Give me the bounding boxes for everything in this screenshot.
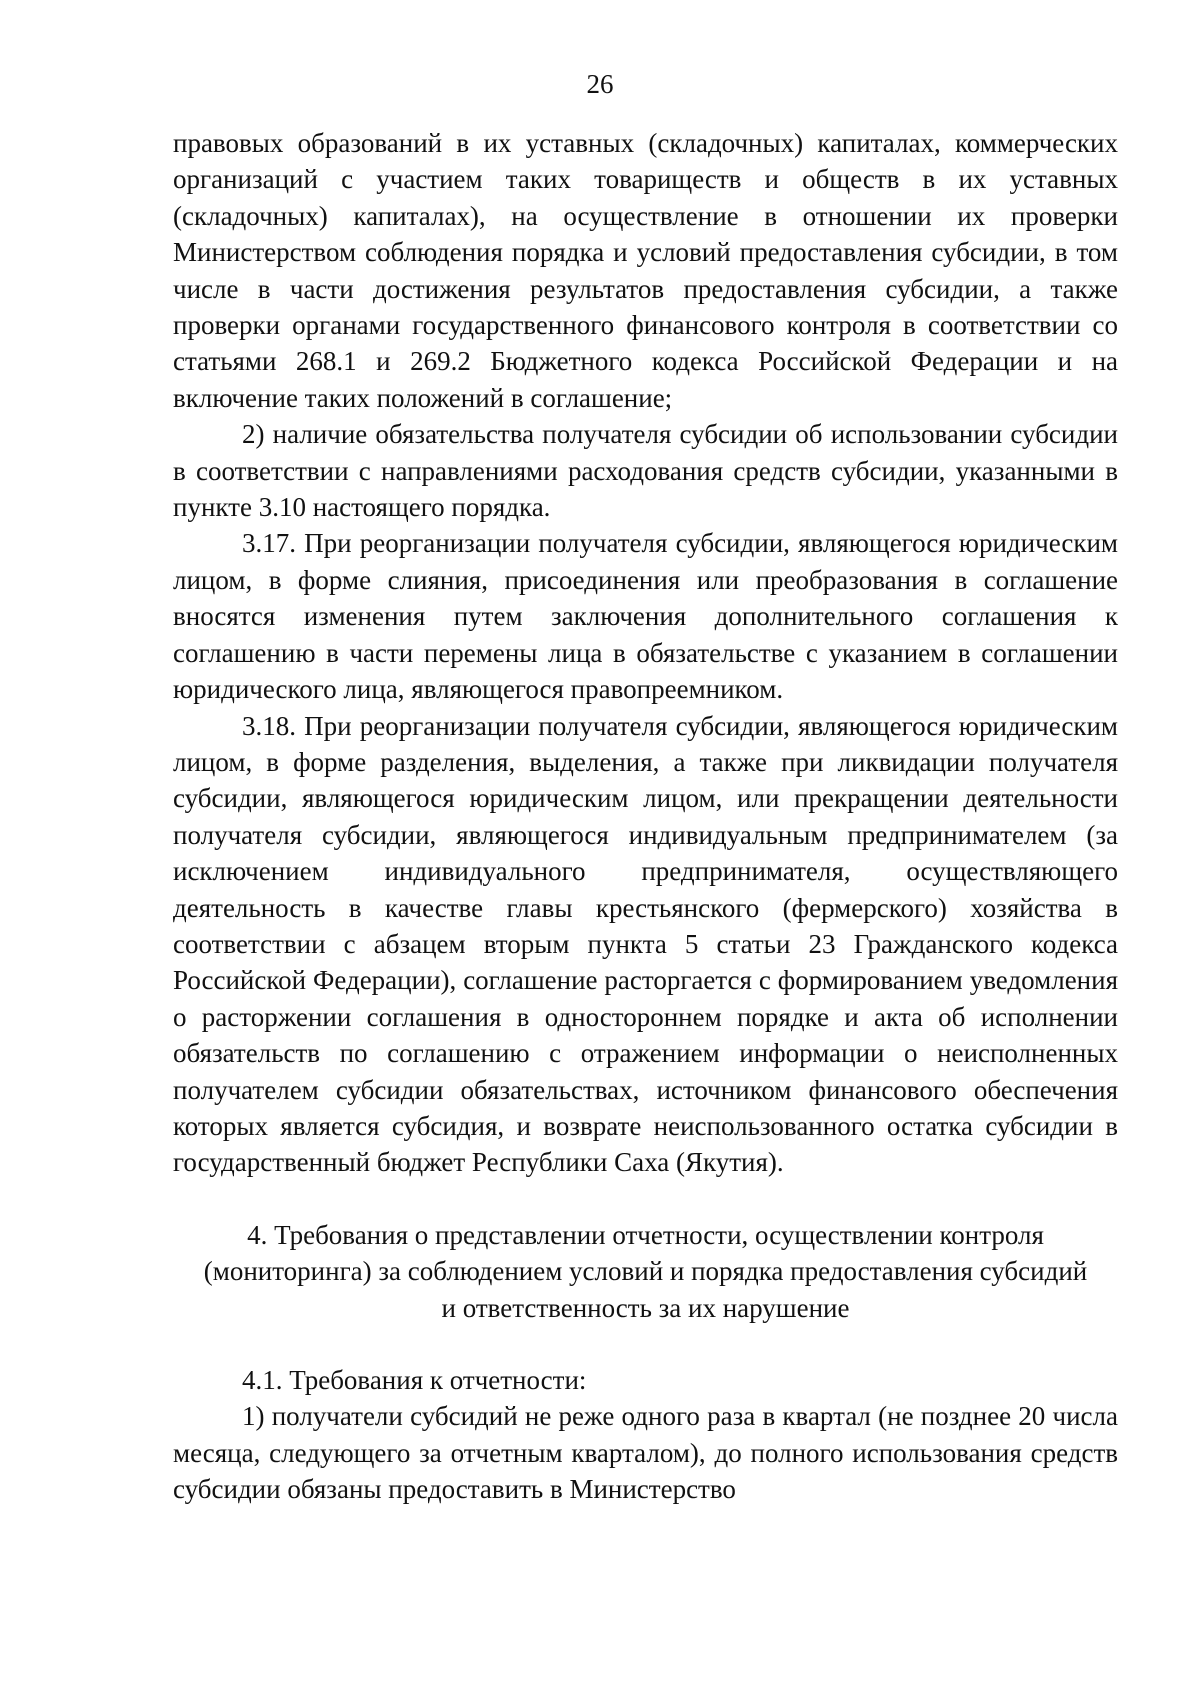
page-number: 26 bbox=[586, 69, 614, 99]
paragraph-4-1-item-1: 1) получатели субсидий не реже одного раза в квартал (не позднее 20 числа месяца, следующего за отчетным кварталом), до полного использования средств субсидии обязаны предоставить в Министерство bbox=[173, 1401, 1118, 1505]
section-heading-line-3: и ответственность за их нарушение bbox=[441, 1292, 850, 1323]
paragraph-4-1: 4.1. Требования к отчетности: bbox=[242, 1365, 587, 1395]
paragraph-continuation: правовых образований в их уставных (складочных) капиталах, коммерческих организаций с участием таких товариществ и обществ в их уставных (складочных) капиталах), на осуществление в отношении их проверки Министерством соблюдения порядка и условий предоставления субсидии, в том числе в части достижения результатов предоставления субсидии, а также проверки органами государственного финансового контроля в соответствии со статьями 268.1 и 269.2 Бюджетного кодекса Российской Федерации и на включение таких положений в соглашение; bbox=[173, 128, 1118, 413]
paragraph-3-18: 3.18. При реорганизации получателя субсидии, являющегося юридическим лицом, в форме разделения, выделения, а также при ликвидации получателя субсидии, являющегося юридическим лицом, или прекращении деятельности получателя субсидии, являющегося индивидуальным предпринимателем (за исключением индивидуального предпринимателя, осуществляющего деятельность в качестве главы крестьянского (фермерского) хозяйства в соответствии с абзацем вторым пункта 5 статьи 23 Гражданского кодекса Российской Федерации), соглашение расторгается с формированием уведомления о расторжении соглашения в одностороннем порядке и акта об исполнении обязательств по соглашению с отражением информации о неисполненных получателем субсидии обязательствах, источником финансового обеспечения которых является субсидия, и возврате неиспользованного остатка субсидии в государственный бюджет Республики Саха (Якутия). bbox=[173, 710, 1118, 1178]
section-4-heading bbox=[173, 1217, 1118, 1326]
section-heading-line-2: (мониторинга) за соблюдением условий и порядка предоставления субсидий bbox=[203, 1256, 1088, 1287]
document-body bbox=[173, 125, 1118, 1508]
paragraph-item-2: 2) наличие обязательства получателя субсидии об использовании субсидии в соответствии с направлениями расходования средств субсидии, указанными в пункте 3.10 настоящего порядка. bbox=[173, 419, 1118, 523]
paragraph-3-17: 3.17. При реорганизации получателя субсидии, являющегося юридическим лицом, в форме слияния, присоединения или преобразования в соглашение вносятся изменения путем заключения дополнительного соглашения к соглашению в части перемены лица в обязательстве с указанием в соглашении юридического лица, являющегося правопреемником. bbox=[173, 528, 1118, 705]
section-heading-line-1: 4. Требования о представлении отчетности, осуществлении контроля bbox=[247, 1219, 1044, 1250]
